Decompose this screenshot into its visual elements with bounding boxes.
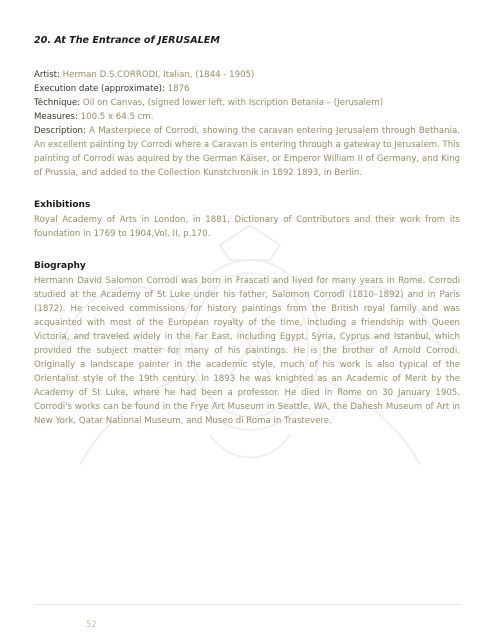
meta-artist (34, 68, 460, 82)
exhibitions-heading: Exhibitions (34, 200, 91, 210)
meta-value: 1876 (167, 84, 190, 94)
description-text: A Masterpiece of Corrodi, showing the caravan entering Jerusalem through Bethania. An excellent painting by Corrodi where a Caravan is entering through a gateway to Jerusalem. This painting of Corrodi was aquired by the German Käiser, or Emperor William II of Germany, and King of Prussia, and added to the Collection Kunstchronik in 1892 1893, in Berlin. (34, 126, 461, 178)
meta-value: 100.5 x 64.5 cm. (80, 112, 154, 122)
meta-label: Description: (34, 126, 86, 136)
exhibitions-text: Royal Academy of Arts in London, in 1881, Dictionary of Contributors and their work from its foundation in 1769 to 1904,Vol. II, p.170. (34, 215, 460, 239)
biography-heading: Biography (34, 261, 86, 271)
meta-label: Execution date (approximate): (34, 84, 165, 94)
footer-divider (34, 604, 460, 605)
meta-execution-date (34, 82, 460, 96)
meta-description (34, 124, 460, 180)
meta-measures (34, 110, 460, 124)
artwork-title: 20. At The Entrance of JERUSALEM (34, 35, 220, 46)
meta-label: Artist: (34, 70, 60, 80)
page-number: 52 (86, 620, 97, 630)
document-content (34, 34, 460, 428)
meta-label: Measures: (34, 112, 78, 122)
meta-technique (34, 96, 460, 110)
biography-text: Hermann David Salomon Corrodi was born in Frascati and lived for many years in Rome. Corrodi studied at the Academy of St Luke under his father, Salomon Corrodi (1810–1892) and in Paris (1872). He received commissions for history paintings from the British royal family and was acquainted with most of the European royalty of the time, including a friendship with Queen Victoria, and traveled widely in the Far East, including Egypt, Syria, Cyprus and Istanbul, which provided the subject matter for many of his paintings. He is the brother of Arnold Corrodi. Originally a landscape painter in the academic style, much of his work is also typical of the Orientalist style of the 19th century. In 1893 he was knighted as an Academic of Merit by the Academy of St Luke, where he had been a professor. He died in Rome on 30 January 1905. Corrodi's works can be found in the Frye Art Museum in Seattle, WA, the Dahesh Museum of Art in New York, Qatar National Museum, and Museo di Roma in Trastevere. (34, 276, 460, 426)
meta-label: Téchnique: (34, 98, 81, 108)
meta-value: Oil on Canvas, (signed lower left, with Iscription Betania – (Jerusalem) (82, 98, 384, 108)
artwork-metadata (34, 68, 460, 180)
meta-value: Herman D.S.CORRODI, Italian, (1844 - 1905) (62, 70, 255, 80)
